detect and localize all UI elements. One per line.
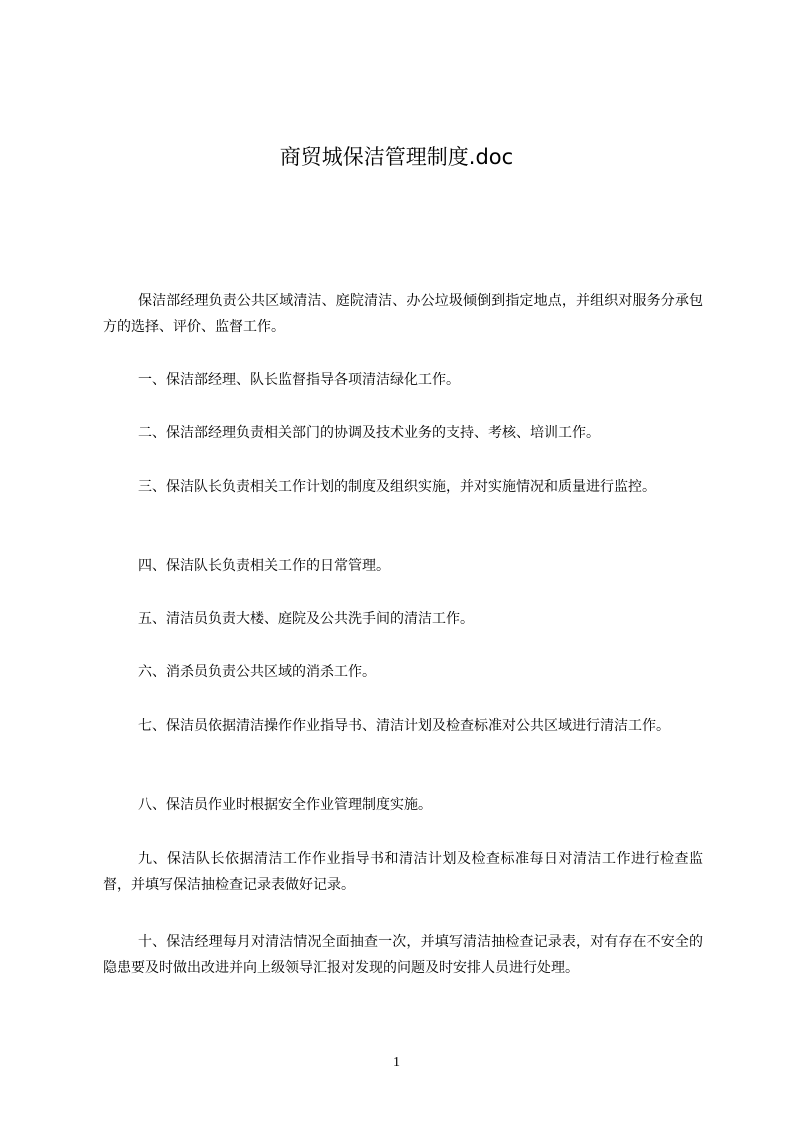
paragraph-4: 四、保洁队长负责相关工作的日常管理。 [138,558,390,574]
page-number: 1 [393,1055,400,1070]
paragraph-intro: 保洁部经理负责公共区域清洁、庭院清洁、办公垃圾倾倒到指定地点，并组织对服务分承包方的选择、评价、监督工作。 [103,293,703,335]
paragraph-6: 六、消杀员负责公共区域的消杀工作。 [138,664,376,680]
paragraph-10: 十、保洁经理每月对清洁情况全面抽查一次，并填写清洁抽检查记录表，对有存在不安全的隐患要及时做出改进并向上级领导汇报对发现的问题及时安排人员进行处理。 [103,934,703,976]
paragraph-5: 五、清洁员负责大楼、庭院及公共洗手间的清洁工作。 [138,611,474,627]
paragraph-2: 二、保洁部经理负责相关部门的协调及技术业务的支持、考核、培训工作。 [138,425,600,441]
document-title: 商贸城保洁管理制度.doc [279,145,514,169]
paragraph-1: 一、保洁部经理、队长监督指导各项清洁绿化工作。 [138,372,460,388]
paragraph-3: 三、保洁队长负责相关工作计划的制度及组织实施，并对实施情况和质量进行监控。 [138,479,656,495]
paragraph-9: 九、保洁队长依据清洁工作作业指导书和清洁计划及检查标准每日对清洁工作进行检查监督，并填写保洁抽检查记录表做好记录。 [103,851,703,893]
paragraph-8: 八、保洁员作业时根据安全作业管理制度实施。 [138,797,432,813]
paragraph-7: 七、保洁员依据清洁操作作业指导书、清洁计划及检查标准对公共区域进行清洁工作。 [138,718,670,734]
